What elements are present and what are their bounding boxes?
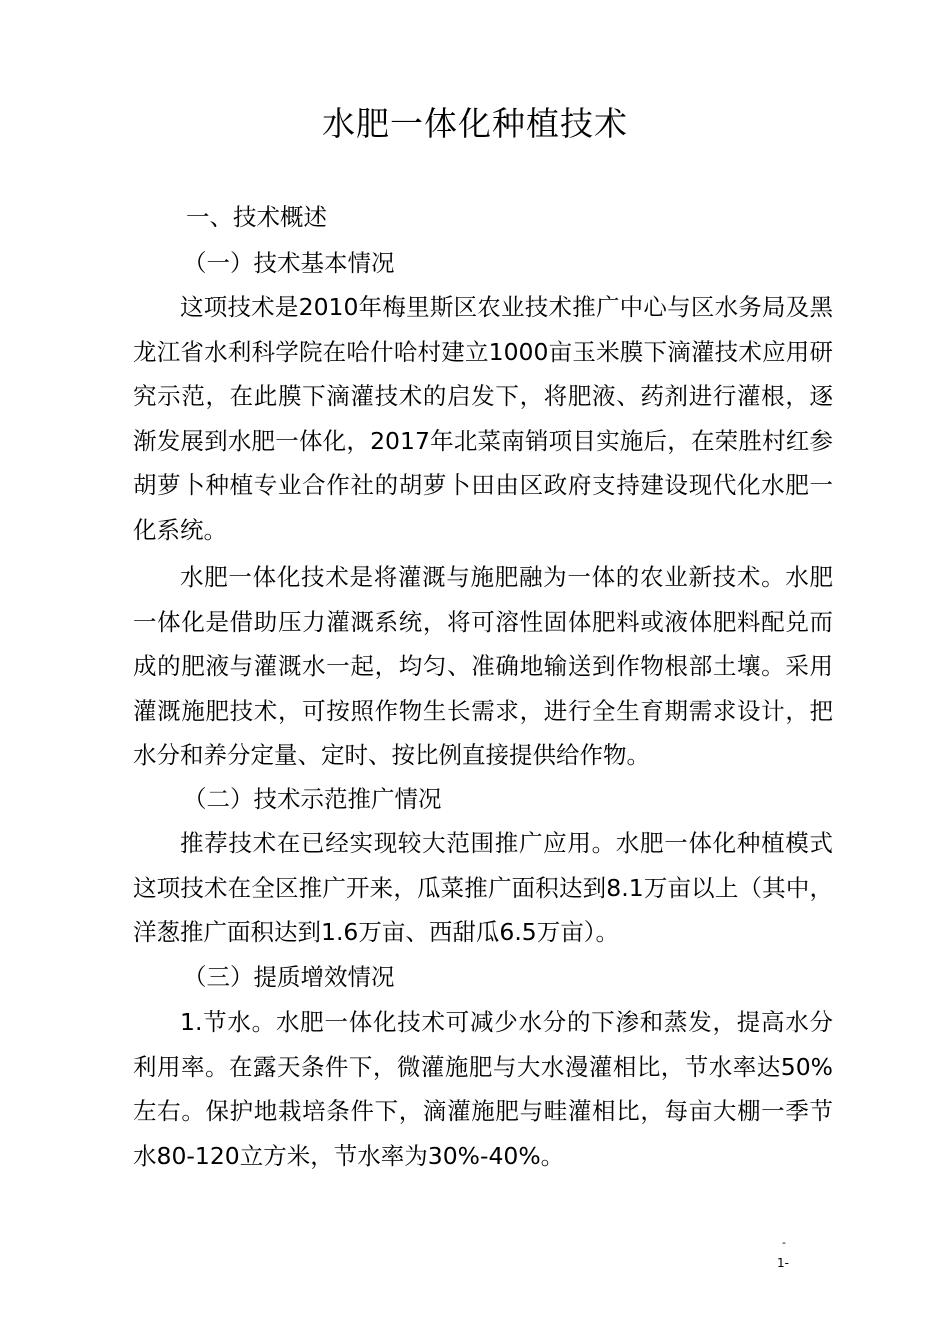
document-title: 水肥一体化种植技术: [322, 104, 628, 143]
page-number: 1-: [777, 1256, 789, 1270]
paragraph-4: 1.节水。水肥一体化技术可减少水分的下渗和蒸发，提高水分利用率。在露天条件下，微灌施肥与大水漫灌相比，节水率达50%左右。保护地栽培条件下，滴灌施肥与畦灌相比，每亩大棚一季节水80-120立方米，节水率为30%-40%。: [133, 1008, 833, 1170]
paragraph-1: 这项技术是2010年梅里斯区农业技术推广中心与区水务局及黑龙江省水利科学院在哈什哈村建立1000亩玉米膜下滴灌技术应用研究示范，在此膜下滴灌技术的启发下，将肥液、药剂进行灌根，逐渐发展到水肥一体化，2017年北菜南销项目实施后，在荣胜村红参胡萝卜种植专业合作社的胡萝卜田由区政府支持建设现代化水肥一化系统。: [133, 293, 833, 544]
paragraph-3: 推荐技术在已经实现较大范围推广应用。水肥一体化种植模式这项技术在全区推广开来，瓜菜推广面积达到8.1万亩以上（其中，洋葱推广面积达到1.6万亩、西甜瓜6.5万亩）。: [133, 829, 833, 947]
page-number-dash: -: [782, 1236, 786, 1249]
paragraph-2: 水肥一体化技术是将灌溉与施肥融为一体的农业新技术。水肥一体化是借助压力灌溉系统，将可溶性固体肥料或液体肥料配兑而成的肥液与灌溉水一起，均匀、准确地输送到作物根部土壤。采用灌溉施肥技术，可按照作物生长需求，进行全生育期需求设计，把水分和养分定量、定时、按比例直接提供给作物。: [133, 563, 833, 770]
subsection-heading-3: （三）提质增效情况: [183, 963, 395, 991]
subsection-heading-2: （二）技术示范推广情况: [183, 785, 442, 813]
section-heading-1: 一、技术概述: [186, 203, 327, 231]
subsection-heading-1: （一）技术基本情况: [183, 249, 395, 277]
